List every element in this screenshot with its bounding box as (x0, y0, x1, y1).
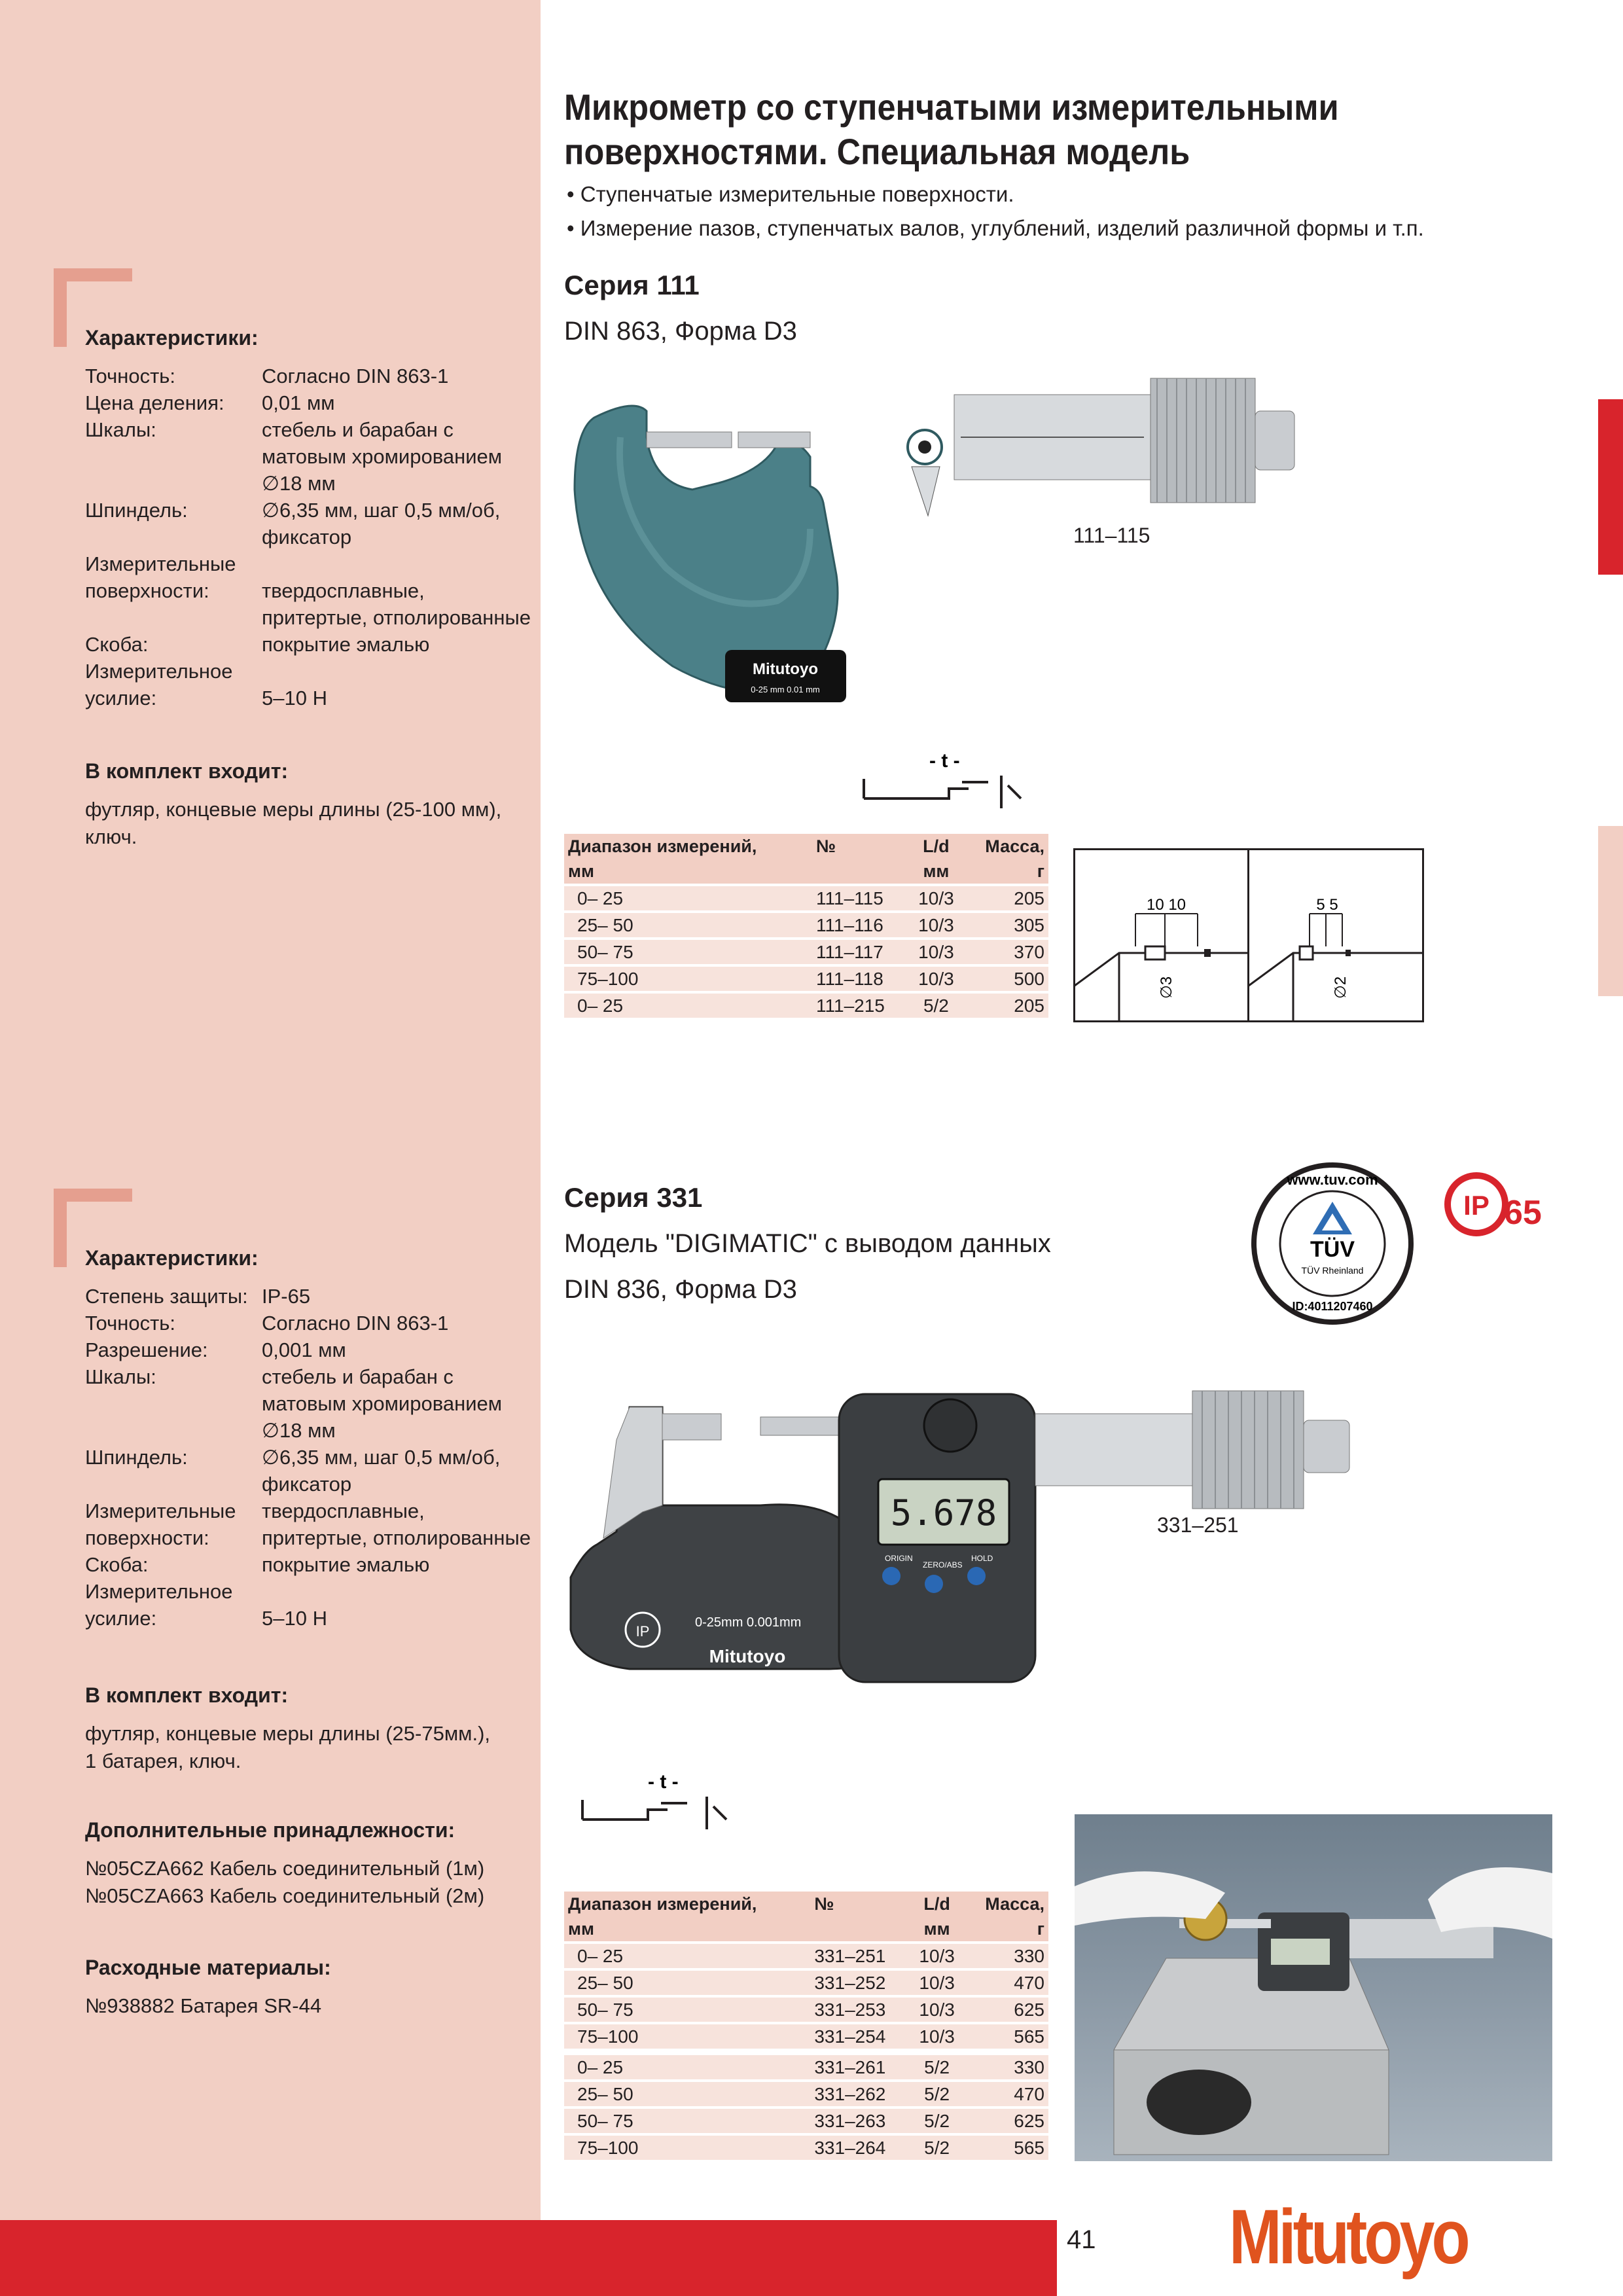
spec-table-331 (564, 1892, 1048, 2160)
table-units-row (564, 859, 1048, 885)
spec-label: Скоба: (85, 1553, 149, 1576)
spec-value: Согласно DIN 863-1 (262, 365, 449, 387)
ip-number: 65 (1504, 1194, 1542, 1232)
table-cell: 10/3 (908, 885, 963, 912)
col-header: № (812, 834, 908, 859)
tuv-id: ID:4011207460 (1292, 1300, 1373, 1313)
spec-label: усилие: (85, 687, 157, 709)
table-cell: 470 (964, 2081, 1048, 2108)
table-cell: 331–252 (810, 1969, 910, 1996)
accessories-list (85, 1855, 582, 1910)
step-symbol (576, 1767, 746, 1833)
spec-row (85, 1283, 530, 1310)
step-diagram-10-3 (1073, 848, 1250, 1022)
col-header: Масса, (963, 834, 1048, 859)
table-cell: 205 (963, 885, 1048, 912)
table-row (564, 912, 1048, 939)
series-subtitle: DIN 836, Форма D3 (564, 1275, 797, 1304)
table-cell: 5/2 (910, 2081, 964, 2108)
col-header: L/d (910, 1892, 964, 1916)
table-cell: 625 (964, 2108, 1048, 2134)
col-unit: мм (908, 859, 963, 885)
spec-row (85, 389, 530, 416)
table-cell: 25– 50 (564, 2081, 810, 2108)
table-header-row (564, 834, 1048, 859)
red-edge-tab (1598, 399, 1623, 575)
table-cell: 331–263 (810, 2108, 910, 2134)
micrometer-331-image (564, 1381, 1435, 1689)
tuv-url: www.tuv.com (1287, 1172, 1378, 1188)
kit-heading: В комплект входит: (85, 759, 289, 783)
spec-row (85, 577, 530, 604)
bottom-red-bar (0, 2220, 1057, 2296)
spec-row (85, 497, 530, 524)
table-row (564, 2052, 1048, 2081)
table-cell: 75–100 (564, 2023, 810, 2052)
table-row (564, 1943, 1048, 1969)
ip-label-small: IP (635, 1623, 650, 1640)
table-cell: 10/3 (908, 912, 963, 939)
spec-label: усилие: (85, 1607, 157, 1630)
col-header: Диапазон измерений, (564, 834, 812, 859)
table-cell: 5/2 (910, 2052, 964, 2081)
table-cell: 370 (963, 939, 1048, 965)
spec-row (85, 1417, 530, 1444)
spec-row (85, 685, 530, 711)
table-cell: 0– 25 (564, 2052, 810, 2081)
col-header: L/d (908, 834, 963, 859)
spec-row (85, 604, 530, 631)
table-cell: 331–262 (810, 2081, 910, 2108)
spec-row (85, 1390, 530, 1417)
spec-label: Разрешение: (85, 1338, 208, 1361)
kit-text (85, 796, 582, 851)
spec-row (85, 363, 530, 389)
micrometer-111-image (562, 359, 1301, 725)
spec-row (85, 631, 530, 658)
table-cell: 330 (964, 2052, 1048, 2081)
dim-label: 10 10 (1146, 896, 1186, 914)
spec-label: Цена деления: (85, 391, 224, 414)
spec-value: ∅6,35 мм, шаг 0,5 мм/об, (262, 1446, 501, 1469)
spec-label: Измерительное (85, 660, 233, 683)
spec-row (85, 1336, 530, 1363)
page-number: 41 (1067, 2225, 1096, 2254)
spec-row (85, 1498, 530, 1524)
bullet-text: Ступенчатые измерительные поверхности. (580, 182, 1014, 206)
usage-photo (1075, 1814, 1552, 2161)
table-cell: 565 (964, 2134, 1048, 2160)
table-cell: 10/3 (910, 2023, 964, 2052)
col-header: Диапазон измерений, (564, 1892, 810, 1916)
table-cell: 111–117 (812, 939, 908, 965)
spec-label: Измерительные (85, 552, 236, 575)
spec-value: матовым хромированием (262, 445, 503, 468)
bullet-dot: • (567, 182, 575, 206)
col-unit: г (963, 859, 1048, 885)
table-cell: 111–215 (812, 992, 908, 1018)
spec-label: Шпиндель: (85, 1446, 188, 1469)
table-cell: 625 (964, 1996, 1048, 2023)
spec-table-111 (564, 834, 1048, 1018)
table-row (564, 2134, 1048, 2160)
spec-label: Точность: (85, 365, 176, 387)
spec-value: твердосплавные, (262, 1499, 425, 1522)
spec-value: 0,001 мм (262, 1338, 346, 1361)
range-label: 0-25 mm 0.01 mm (751, 685, 820, 694)
spec-label: Точность: (85, 1312, 176, 1335)
table-cell: 5/2 (910, 2134, 964, 2160)
kit-text (85, 1720, 582, 1775)
bullet-dot: • (567, 216, 575, 240)
spec-value: Согласно DIN 863-1 (262, 1312, 449, 1335)
spec-row (85, 1310, 530, 1336)
spec-value: покрытие эмалью (262, 633, 430, 656)
mitutoyo-logo: Mitutoyo (1229, 2194, 1467, 2280)
table-cell: 111–116 (812, 912, 908, 939)
features-heading: Характеристики: (85, 326, 259, 350)
page-title (564, 85, 1436, 174)
tuv-certification-badge (1250, 1161, 1415, 1326)
ip65-badge (1444, 1172, 1561, 1244)
table-cell: 10/3 (910, 1996, 964, 2023)
table-cell: 0– 25 (564, 885, 812, 912)
spec-row (85, 1444, 530, 1471)
table-row (564, 2081, 1048, 2108)
table-cell: 205 (963, 992, 1048, 1018)
spec-value: притертые, отполированные (262, 606, 531, 629)
spec-row (85, 1551, 530, 1578)
spec-label: Скоба: (85, 633, 149, 656)
dia-label: ∅2 (1332, 976, 1349, 999)
spec-value: ∅6,35 мм, шаг 0,5 мм/об, (262, 499, 501, 522)
spec-label: Шкалы: (85, 1365, 156, 1388)
accessory-item: №05CZA663 Кабель соединительный (2м) (85, 1884, 485, 1907)
spec-row (85, 1578, 530, 1605)
table-cell: 331–261 (810, 2052, 910, 2081)
table-cell: 50– 75 (564, 2108, 810, 2134)
table-row (564, 992, 1048, 1018)
spec-value: матовым хромированием (262, 1392, 503, 1415)
button-label: ORIGIN (885, 1554, 913, 1563)
col-unit: мм (564, 1916, 810, 1943)
step-diagram-5-2 (1247, 848, 1424, 1022)
table-cell: 50– 75 (564, 939, 812, 965)
kit-line: футляр, концевые меры длины (25-100 мм), (85, 798, 502, 821)
spec-row (85, 416, 530, 443)
spec-row (85, 658, 530, 685)
series-subtitle: Модель "DIGIMATIC" с выводом данных (564, 1229, 1051, 1258)
table-cell: 111–115 (812, 885, 908, 912)
accessory-item: №05CZA662 Кабель соединительный (1м) (85, 1857, 485, 1880)
table-cell: 305 (963, 912, 1048, 939)
table-cell: 331–253 (810, 1996, 910, 2023)
spec-label: Степень защиты: (85, 1285, 248, 1308)
table-cell: 10/3 (910, 1943, 964, 1969)
ip-label: IP (1463, 1190, 1489, 1221)
table-row (564, 885, 1048, 912)
spec-row (85, 1471, 530, 1498)
spec-value: стебель и барабан с (262, 418, 454, 441)
spec-row (85, 550, 530, 577)
spec-row (85, 470, 530, 497)
spec-value: 5–10 Н (262, 687, 327, 709)
table-cell: 565 (964, 2023, 1048, 2052)
spec-value: фиксатор (262, 1473, 352, 1496)
series-title: Серия 111 (564, 270, 700, 300)
table-cell: 10/3 (908, 939, 963, 965)
kit-line: ключ. (85, 825, 137, 848)
spec-value: покрытие эмалью (262, 1553, 430, 1576)
features-heading: Характеристики: (85, 1246, 259, 1270)
table-cell: 50– 75 (564, 1996, 810, 2023)
dim-label: 5 5 (1316, 896, 1338, 914)
table-header-row (564, 1892, 1048, 1916)
col-unit: мм (564, 859, 812, 885)
table-row (564, 2108, 1048, 2134)
table-cell: 5/2 (910, 2108, 964, 2134)
col-unit (810, 1916, 910, 1943)
table-cell: 330 (964, 1943, 1048, 1969)
accessories-heading: Дополнительные принадлежности: (85, 1818, 455, 1842)
spec-label: Измерительные (85, 1499, 236, 1522)
title-line: поверхностями. Специальная модель (564, 131, 1190, 172)
button-label: HOLD (971, 1554, 993, 1563)
title-line: Микрометр со ступенчатыми измерительными (564, 86, 1339, 128)
spec-row (85, 443, 530, 470)
table-row (564, 1996, 1048, 2023)
table-cell: 25– 50 (564, 1969, 810, 1996)
table-row (564, 939, 1048, 965)
consumable-item: №938882 Батарея SR-44 (85, 1994, 322, 2017)
table-cell: 0– 25 (564, 1943, 810, 1969)
spec-label: Шкалы: (85, 418, 156, 441)
table-cell: 111–118 (812, 965, 908, 992)
display-value: 5.678 (890, 1492, 997, 1534)
spec-label: Шпиндель: (85, 499, 188, 522)
table-cell: 25– 50 (564, 912, 812, 939)
table-cell: 331–251 (810, 1943, 910, 1969)
consumables-heading: Расходные материалы: (85, 1956, 331, 1979)
symbol-t: - t - (929, 750, 960, 772)
table-cell: 331–254 (810, 2023, 910, 2052)
spec-row (85, 1605, 530, 1632)
spec-value: 0,01 мм (262, 391, 335, 414)
spec-value: фиксатор (262, 526, 352, 548)
spec-value: IP-65 (262, 1285, 311, 1308)
table-cell: 10/3 (908, 965, 963, 992)
col-unit (812, 859, 908, 885)
kit-line: футляр, концевые меры длины (25-75мм.), (85, 1722, 491, 1745)
kit-line: 1 батарея, ключ. (85, 1749, 241, 1772)
spec-list (85, 1283, 530, 1636)
tuv-sub: TÜV Rheinland (1301, 1265, 1364, 1276)
table-units-row (564, 1916, 1048, 1943)
spec-value: ∅18 мм (262, 472, 336, 495)
table-row (564, 1969, 1048, 1996)
series-subtitle: DIN 863, Форма D3 (564, 317, 797, 346)
spec-value: притертые, отполированные (262, 1526, 531, 1549)
spec-label: поверхности: (85, 579, 209, 602)
table-row (564, 965, 1048, 992)
col-header: № (810, 1892, 910, 1916)
dia-label: ∅3 (1158, 976, 1175, 999)
consumables-list (85, 1992, 582, 2020)
table-cell: 75–100 (564, 965, 812, 992)
kit-heading: В комплект входит: (85, 1683, 289, 1707)
spec-value: твердосплавные, (262, 579, 425, 602)
series-title: Серия 331 (564, 1182, 703, 1213)
bullet-item (567, 182, 1014, 207)
symbol-t: - t - (648, 1771, 679, 1793)
spec-label: поверхности: (85, 1526, 209, 1549)
table-cell: 470 (964, 1969, 1048, 1996)
col-unit: мм (910, 1916, 964, 1943)
brand-label: Mitutoyo (709, 1646, 786, 1666)
col-unit: г (964, 1916, 1048, 1943)
col-header: Масса, (964, 1892, 1048, 1916)
spec-row (85, 1363, 530, 1390)
pink-edge-tab (1598, 826, 1623, 996)
spec-list (85, 363, 530, 716)
tuv-mark: TÜV (1310, 1237, 1355, 1262)
image-label: 111–115 (1073, 524, 1150, 547)
table-row (564, 2023, 1048, 2052)
bullet-text: Измерение пазов, ступенчатых валов, углублений, изделий различной формы и т.п. (580, 216, 1424, 240)
spec-row (85, 1524, 530, 1551)
spec-row (85, 524, 530, 550)
table-cell: 10/3 (910, 1969, 964, 1996)
bullet-item (567, 216, 1424, 241)
table-cell: 0– 25 (564, 992, 812, 1018)
range-label: 0-25mm 0.001mm (695, 1615, 802, 1630)
table-cell: 75–100 (564, 2134, 810, 2160)
table-cell: 331–264 (810, 2134, 910, 2160)
image-label: 331–251 (1157, 1513, 1239, 1537)
spec-label: Измерительное (85, 1580, 233, 1603)
table-cell: 500 (963, 965, 1048, 992)
spec-value: 5–10 Н (262, 1607, 327, 1630)
spec-value: ∅18 мм (262, 1419, 336, 1442)
button-label: ZERO/ABS (923, 1560, 963, 1570)
spec-value: стебель и барабан с (262, 1365, 454, 1388)
table-cell: 5/2 (908, 992, 963, 1018)
brand-label: Mitutoyo (753, 660, 818, 678)
step-symbol (857, 746, 1027, 812)
